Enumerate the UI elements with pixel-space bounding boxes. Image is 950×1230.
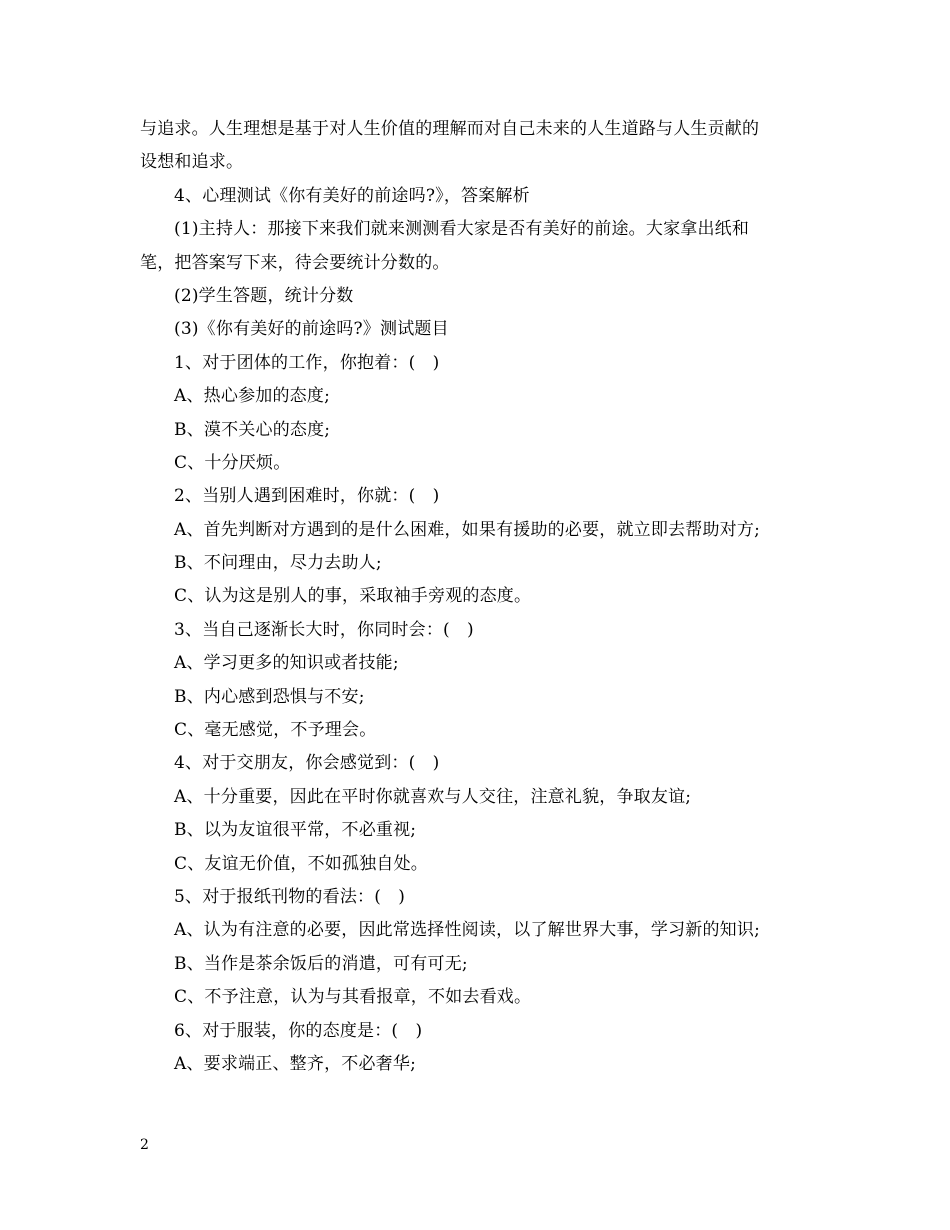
text-line: A、首先判断对方遇到的是什么困难，如果有援助的必要，就立即去帮助对方; — [174, 519, 761, 540]
document-body — [140, 113, 812, 1081]
text-line: A、热心参加的态度; — [174, 386, 331, 407]
text-line: A、认为有注意的必要，因此常选择性阅读，以了解世界大事，学习新的知识; — [174, 920, 761, 941]
text-line: C、认为这是别人的事，采取袖手旁观的态度。 — [174, 586, 532, 607]
text-line: 6、对于服装，你的态度是：( ) — [174, 1020, 423, 1041]
text-line: B、漠不关心的态度; — [174, 419, 331, 440]
text-line: 4、心理测试《你有美好的前途吗?》，答案解析 — [174, 185, 530, 206]
text-line: 设想和追求。 — [140, 152, 244, 173]
text-line: B、当作是茶余饭后的消遣，可有可无; — [174, 953, 468, 974]
text-line: 与追求。人生理想是基于对人生价值的理解而对自己未来的人生道路与人生贡献的 — [140, 119, 760, 139]
text-line: 1、对于团体的工作，你抱着：( ) — [174, 352, 440, 373]
text-line: A、学习更多的知识或者技能; — [174, 653, 399, 674]
text-line: 笔，把答案写下来，待会要统计分数的。 — [140, 252, 450, 273]
text-line: (1)主持人：那接下来我们就来测测看大家是否有美好的前途。大家拿出纸和 — [174, 219, 750, 240]
text-line: (3)《你有美好的前途吗?》测试题目 — [174, 319, 449, 340]
text-line: 5、对于报纸刊物的看法：( ) — [174, 886, 406, 907]
text-line: 2、当别人遇到困难时，你就：( ) — [174, 486, 440, 507]
text-line: A、十分重要，因此在平时你就喜欢与人交往，注意礼貌，争取友谊; — [174, 786, 692, 807]
text-line: C、十分厌烦。 — [174, 452, 291, 473]
text-line: 3、当自己逐渐长大时，你同时会：( ) — [174, 619, 474, 640]
text-line: C、毫无感觉，不予理会。 — [174, 720, 377, 741]
text-line: A、要求端正、整齐，不必奢华; — [174, 1053, 417, 1074]
text-line: C、友谊无价值，不如孤独自处。 — [174, 853, 429, 874]
text-line: B、不问理由，尽力去助人; — [174, 553, 382, 574]
page-number: 2 — [140, 1137, 149, 1153]
text-line: (2)学生答题，统计分数 — [174, 285, 354, 306]
text-line: C、不予注意，认为与其看报章，不如去看戏。 — [174, 987, 532, 1008]
text-line: B、内心感到恐惧与不安; — [174, 686, 365, 707]
text-line: 4、对于交朋友，你会感觉到：( ) — [174, 753, 440, 774]
text-line: B、以为友谊很平常，不必重视; — [174, 820, 417, 841]
